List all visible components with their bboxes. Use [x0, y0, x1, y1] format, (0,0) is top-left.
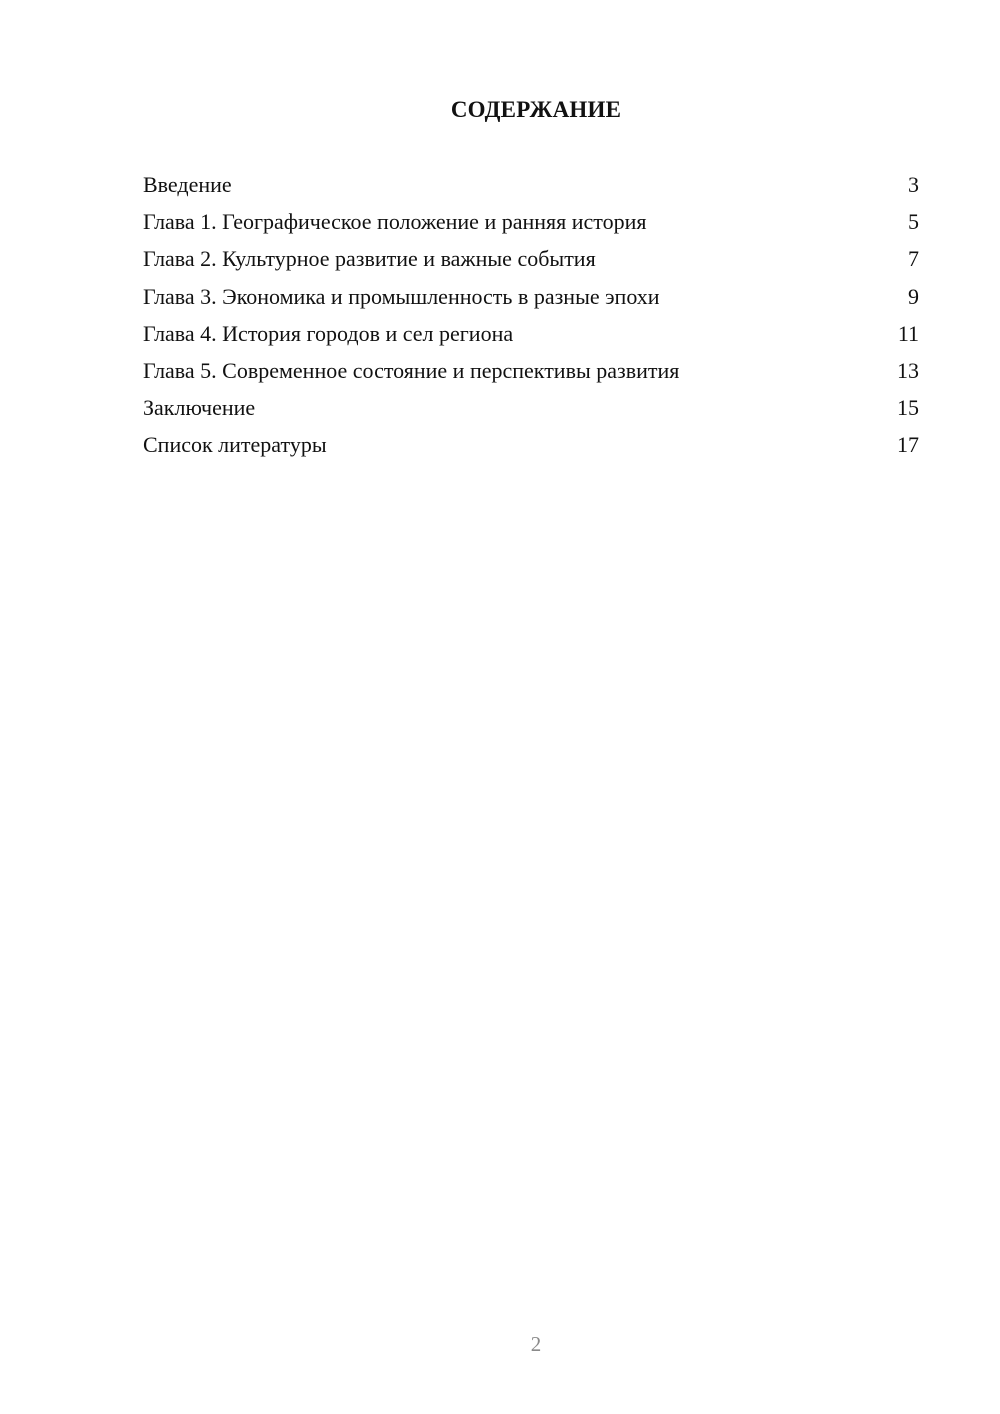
toc-entry-label: Список литературы [143, 432, 327, 458]
toc-entry-label: Глава 1. Географическое положение и ранняя история [143, 209, 647, 235]
toc-entry-label: Глава 5. Современное состояние и перспективы развития [143, 357, 680, 383]
page-title: СОДЕРЖАНИЕ [450, 97, 622, 122]
toc-entry-page: 5 [908, 209, 919, 235]
page-number: 2 [530, 1332, 542, 1356]
toc-entry-page: 11 [897, 320, 919, 346]
toc-entry-page: 9 [908, 283, 919, 309]
table-of-contents [143, 170, 919, 468]
toc-entry-label: Глава 2. Культурное развитие и важные события [143, 246, 596, 272]
toc-entry-label: Введение [143, 172, 232, 197]
toc-entry-chapter-2 [143, 244, 919, 281]
toc-entry-label: Глава 3. Экономика и промышленность в разные эпохи [143, 283, 660, 309]
toc-entry-page: 13 [897, 357, 919, 383]
toc-entry-label: Глава 4. История городов и сел региона [143, 320, 514, 346]
toc-entry-introduction [143, 170, 919, 207]
toc-entry-page: 7 [908, 246, 919, 272]
toc-entry-page: 17 [897, 432, 919, 458]
toc-entry-chapter-3 [143, 282, 919, 319]
toc-entry-chapter-5 [143, 356, 919, 393]
toc-entry-chapter-4 [143, 319, 919, 356]
toc-entry-bibliography [143, 430, 919, 467]
toc-entry-label: Заключение [143, 395, 256, 421]
toc-entry-page: 15 [897, 395, 919, 421]
toc-entry-page: 3 [908, 172, 919, 197]
toc-entry-chapter-1 [143, 207, 919, 244]
toc-entry-conclusion [143, 393, 919, 430]
